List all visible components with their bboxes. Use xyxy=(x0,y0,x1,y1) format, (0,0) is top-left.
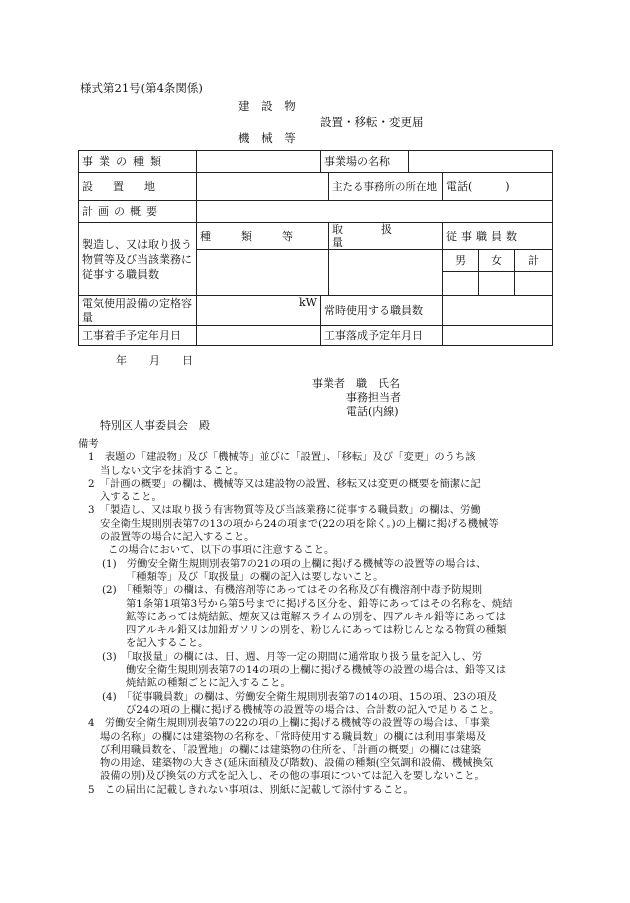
note-1-cont: 当しない文字を抹消すること。 xyxy=(100,464,245,477)
business-type-label: 事業の種類 xyxy=(79,151,197,173)
note-3: 3 「製造し、又は取り扱う有害物質等及び当該業務に従事する職員数」の欄は、労働 xyxy=(88,504,481,517)
plan-outline-label: 計画の概要 xyxy=(79,201,197,223)
total-value[interactable] xyxy=(515,272,553,296)
kind-value[interactable] xyxy=(197,250,329,296)
male-value[interactable] xyxy=(443,272,479,296)
note-2: 2 「計画の概要」の欄は、機械等又は建設物の設置、移転又は変更の概要を簡潔に記 xyxy=(88,477,481,490)
date-line: 年 月 日 xyxy=(116,354,193,367)
start-date-label: 工事着手予定年月日 xyxy=(79,326,197,346)
subnote-3: (3) 「取扱量」の欄には、日、週、月等一定の期間に通常取り扱う量を記入し、労 xyxy=(102,650,483,663)
regular-workers-label: 常時使用する職員数 xyxy=(321,296,443,326)
kw-unit: kW xyxy=(299,296,317,309)
signature-staff: 事務担当者 xyxy=(346,391,401,404)
subnote-2: (2) 「種類等」の欄は、有機溶剤等にあってはその名称及び有機溶剤中毒予防規則 xyxy=(102,584,483,597)
application-table xyxy=(78,150,553,346)
female-value[interactable] xyxy=(479,272,515,296)
female-header: 女 xyxy=(479,250,515,272)
start-date-value[interactable] xyxy=(197,326,321,346)
manufacture-label: 製造し、又は取り扱う物質等及び当該業務に従事する職員数 xyxy=(79,223,197,296)
subnote-3-cont1: 働安全衛生規則別表第7の14の項の上欄に掲げる機械等の設置の場合は、鉛等又は xyxy=(126,664,507,677)
site-name-value[interactable] xyxy=(409,151,553,173)
subnote-2-cont1: 第1条第1項第3号から第5号までに掲げる区分を、鉛等にあってはその名称を、焼結 xyxy=(126,597,513,610)
form-number: 様式第21号(第4条関係) xyxy=(80,81,203,95)
notes-title: 備考 xyxy=(78,438,99,450)
phone-field[interactable]: 電話( ) xyxy=(443,173,553,201)
note-4: 4 労働安全衛生規則別表第7の22の項の上欄に掲げる機械等の設置等の場合は、「事業 xyxy=(88,717,491,730)
note-4-cont2: び利用職員数を、「設置地」の欄には建築物の住所を、「計画の概要」の欄には建築 xyxy=(100,743,481,756)
note-1: 1 表題の「建設物」及び「機械等」並びに「設置」、「移転」及び「変更」のうち該 xyxy=(88,451,476,464)
title-action: 設置・移転・変更届 xyxy=(320,115,424,129)
end-date-value[interactable] xyxy=(443,326,553,346)
regular-workers-value[interactable] xyxy=(443,296,553,326)
end-date-label: 工事落成予定年月日 xyxy=(321,326,443,346)
subnote-4-cont: び24の項の上欄に掲げる機械等の設置等の場合は、合計数の記入で足りること。 xyxy=(126,703,500,716)
signature-business: 事業者 職 氏名 xyxy=(312,377,400,390)
note-3-cont3: この場合において、以下の事項に注意すること。 xyxy=(108,544,335,557)
note-3-cont2: の設置等の場合に記入すること。 xyxy=(100,531,255,544)
male-header: 男 xyxy=(443,250,479,272)
electric-value[interactable] xyxy=(197,296,321,326)
main-office-label: 主たる事務所の所在地 xyxy=(329,173,443,201)
note-4-cont3: 物の用途、建築物の大きさ(延床面積及び階数)、設備の種類(空気調和設備、機械換気 xyxy=(100,757,494,770)
subnote-4: (4) 「従事職員数」の欄は、労働安全衛生規則別表第7の14の項、15の項、23の項及 xyxy=(102,690,498,703)
note-5: 5 この届出に記載しきれない事項は、別紙に記載して添付すること。 xyxy=(88,783,414,796)
handling-header: 取扱量 xyxy=(329,223,443,250)
note-4-cont4: 設備の別)及び換気の方式を記入し、その他の事項については記入を要しないこと。 xyxy=(100,770,485,783)
location-value[interactable] xyxy=(197,173,329,201)
handling-value[interactable] xyxy=(329,250,443,296)
business-type-value[interactable] xyxy=(197,151,321,173)
location-label: 設置地 xyxy=(79,173,197,201)
addressee: 特別区人事委員会 殿 xyxy=(100,419,210,432)
title-machinery: 機 械 等 xyxy=(238,131,300,145)
kind-header: 種類等 xyxy=(197,223,329,250)
subnote-2-cont3: 四アルキル鉛又は加鉛ガソリンの別を、粉じんにあっては粉じんとなる物質の種類 xyxy=(126,624,507,637)
note-2-cont: 入すること。 xyxy=(100,491,162,504)
subnote-2-cont4: を記入すること。 xyxy=(126,637,209,650)
subnote-1: (1) 労働安全衛生規則別表第7の21の項の上欄に掲げる機械等の設置等の場合は、 xyxy=(102,557,487,570)
total-header: 計 xyxy=(515,250,553,272)
electric-label: 電気使用設備の定格容量 xyxy=(79,296,197,326)
signature-tel: 電話(内線) xyxy=(346,405,399,418)
notes-section xyxy=(78,438,558,797)
workers-header: 従事職員数 xyxy=(443,223,553,250)
note-3-cont1: 安全衛生規則別表第7の13の項から24の項まで(22の項を除く。)の上欄に掲げる機械等 xyxy=(100,517,499,530)
plan-outline-value[interactable] xyxy=(197,201,553,223)
subnote-2-cont2: 鉱等にあっては焼結鉱、煙灰又は電解スライムの別を、四アルキル鉛等にあっては xyxy=(126,610,506,623)
subnote-1-cont: 「種類等」及び「取扱量」の欄の記入は要しないこと。 xyxy=(126,570,384,583)
site-name-label: 事業場の名称 xyxy=(321,151,409,173)
title-building: 建 設 物 xyxy=(238,99,300,113)
note-4-cont1: 場の名称」の欄には建築物の名称を、「常時使用する職員数」の欄には利用事業場及 xyxy=(100,730,487,743)
subnote-3-cont2: 焼結鉱の種類ごとに記入すること。 xyxy=(126,677,291,690)
